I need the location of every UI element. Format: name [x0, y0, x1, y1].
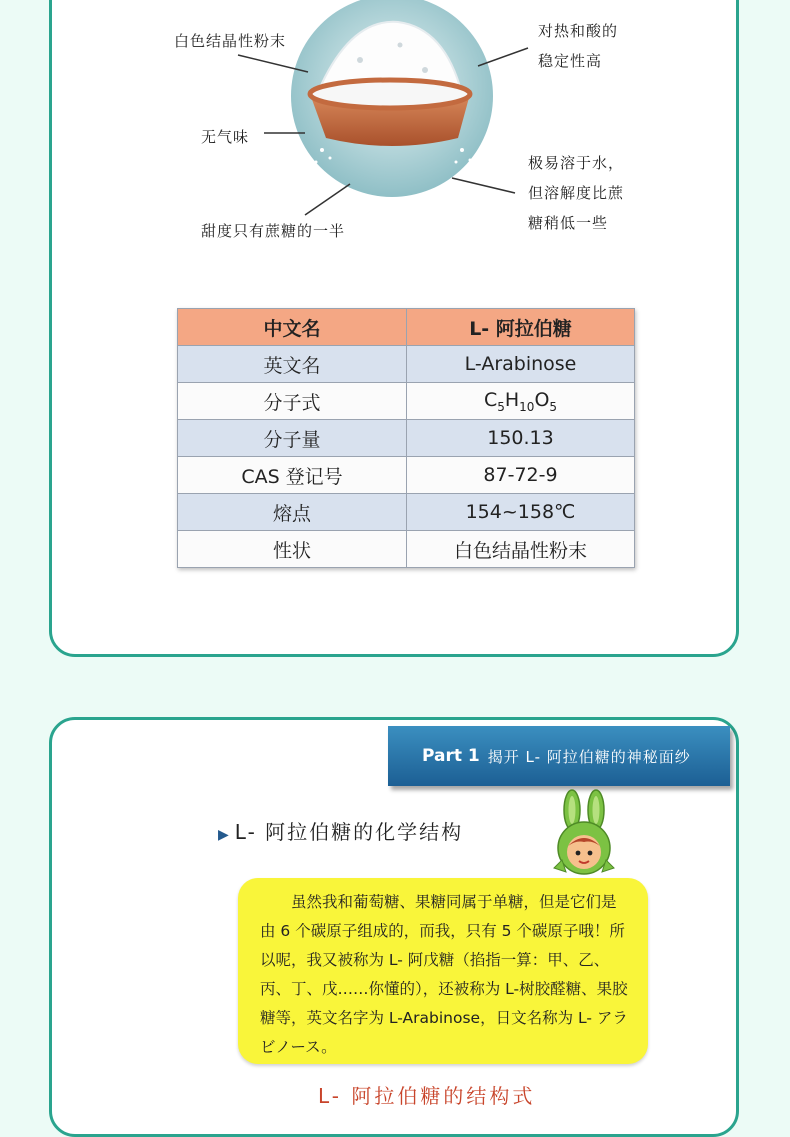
header-key-cell: 中文名 — [178, 309, 407, 346]
table-row — [178, 420, 635, 457]
table-row — [178, 531, 635, 568]
row-value-formula: $C_5H_{10}O_5$ — [407, 383, 635, 420]
part-banner — [388, 726, 730, 786]
structure-formula-heading: L- 阿拉伯糖的结构式 — [318, 1084, 536, 1108]
row-value-english-name: L-Arabinose — [407, 346, 635, 383]
table-row — [178, 346, 635, 383]
label-odorless: 无气味 — [201, 128, 250, 146]
label-solubility: 极易溶于水， 但溶解度比蔗 糖稍低一些 — [528, 154, 625, 232]
triangle-bullet-icon: ▶ — [218, 827, 231, 843]
row-key-appearance: 性状 — [178, 531, 407, 568]
speech-bubble — [238, 878, 648, 1064]
label-stability: 对热和酸的 稳定性高 — [538, 22, 619, 70]
section-heading — [218, 816, 463, 845]
properties-table — [177, 308, 635, 568]
part-title: 揭开 L- 阿拉伯糖的神秘面纱 — [487, 747, 691, 766]
row-value-cas: 87-72-9 — [407, 457, 635, 494]
row-key-molecular-weight: 分子量 — [178, 420, 407, 457]
row-value-appearance: 白色结晶性粉末 — [407, 531, 635, 568]
bunny-mascot-icon — [548, 788, 620, 888]
table-row — [178, 457, 635, 494]
part-number: Part 1 — [422, 746, 480, 766]
row-key-formula: 分子式 — [178, 383, 407, 420]
table-row — [178, 494, 635, 531]
speech-bubble-text: 虽然我和葡萄糖、果糖同属于单糖，但是它们是由 6 个碳原子组成的，而我，只有 5 个碳原子哦！所以呢，我又被称为 L- 阿戊糖（掐指一算：甲、乙、丙、丁、戊……你懂的），还被称为 L-树胶醛糖、果胶糖等，英文名字为 L-Arabinose，日文名称为 L- アラビノース。 — [260, 893, 628, 1056]
table-row — [178, 383, 635, 420]
row-key-cas: CAS 登记号 — [178, 457, 407, 494]
label-sweetness: 甜度只有蔗糖的一半 — [201, 222, 346, 240]
label-crystal-powder: 白色结晶性粉末 — [174, 32, 287, 50]
row-key-english-name: 英文名 — [178, 346, 407, 383]
row-value-melting-point: 154~158℃ — [407, 494, 635, 531]
sugar-powder-illustration — [0, 0, 790, 260]
table-header-row — [178, 309, 635, 346]
row-value-molecular-weight: 150.13 — [407, 420, 635, 457]
header-value-cell: L- 阿拉伯糖 — [407, 309, 635, 346]
row-key-melting-point: 熔点 — [178, 494, 407, 531]
section-heading-text: L- 阿拉伯糖的化学结构 — [234, 820, 464, 844]
